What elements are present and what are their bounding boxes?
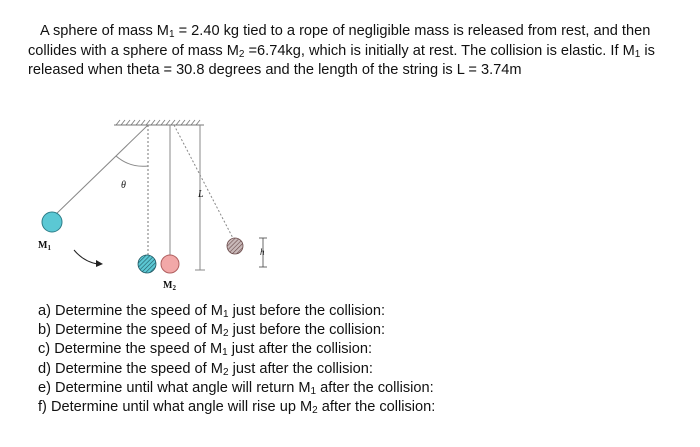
m2-label-letter: M (163, 280, 173, 291)
problem-m1-subscript-b: 1 (634, 48, 641, 60)
question-a (38, 302, 435, 321)
m1-label (38, 240, 51, 252)
sphere-m2 (161, 255, 179, 273)
problem-text-4: is released when theta = 30.8 degrees and the length of the string is L = 3.74m (28, 42, 655, 78)
question-c-suffix: just after the collision: (227, 341, 373, 358)
question-b (38, 321, 435, 340)
question-f-suffix: after the collision: (317, 399, 436, 416)
ceiling-support (114, 120, 204, 125)
question-e (38, 379, 435, 398)
sphere-m1-raised (42, 212, 62, 232)
question-c-text: c) Determine the speed of M (38, 341, 223, 358)
m2-label (163, 280, 176, 292)
question-d-suffix: just after the collision: (228, 360, 373, 377)
problem-m1-subscript: 1 (168, 29, 175, 40)
problem-text-3: =6.74kg, which is initially at rest. The collision is elastic. If M (244, 42, 635, 59)
sphere-m1-hatched (138, 255, 156, 273)
question-b-suffix: just before the collision: (228, 322, 386, 339)
m1-label-letter: M (38, 240, 48, 251)
problem-paragraph (28, 22, 673, 81)
length-label: L (198, 189, 204, 200)
question-f-subscript: 2 (312, 405, 318, 417)
problem-text-2: = 2.40 kg tied to a rope of negligible mass is released from rest, and then collides with a sphere of mass M (28, 23, 651, 59)
pendulum-diagram (30, 112, 280, 302)
m1-label-subscript: 1 (47, 244, 51, 252)
theta-arc (116, 156, 148, 166)
problem-text-1: A sphere of mass M (40, 23, 169, 39)
problem-m2-subscript: 2 (238, 48, 245, 60)
motion-arrow (74, 250, 98, 264)
question-b-text: b) Determine the speed of M (38, 322, 223, 339)
question-e-suffix: after the collision: (316, 379, 434, 396)
problem-statement (28, 22, 673, 81)
question-d (38, 360, 435, 379)
question-a-suffix: just before the collision: (228, 303, 386, 319)
question-d-subscript: 2 (222, 366, 229, 378)
theta-label: θ (121, 180, 126, 191)
m1-string-raised (52, 125, 148, 218)
m2-label-subscript: 2 (172, 284, 176, 292)
question-list (38, 302, 435, 417)
question-d-text: d) Determine the speed of M (38, 360, 223, 377)
question-c (38, 340, 435, 359)
height-label: h (260, 247, 265, 257)
question-e-text: e) Determine until what angle will return M (38, 379, 311, 396)
question-a-text: a) Determine the speed of M (38, 303, 223, 319)
m2-string-swung (174, 125, 235, 242)
question-f-text: f) Determine until what angle will rise up M (38, 399, 313, 416)
question-f (38, 398, 435, 417)
height-indicator (259, 238, 267, 267)
sphere-m2-swung (227, 238, 243, 254)
motion-arrowhead (96, 260, 103, 267)
question-e-subscript: 1 (310, 385, 317, 397)
question-b-subscript: 2 (222, 328, 229, 340)
question-a-subscript: 1 (222, 309, 229, 320)
question-c-subscript: 1 (222, 347, 228, 359)
